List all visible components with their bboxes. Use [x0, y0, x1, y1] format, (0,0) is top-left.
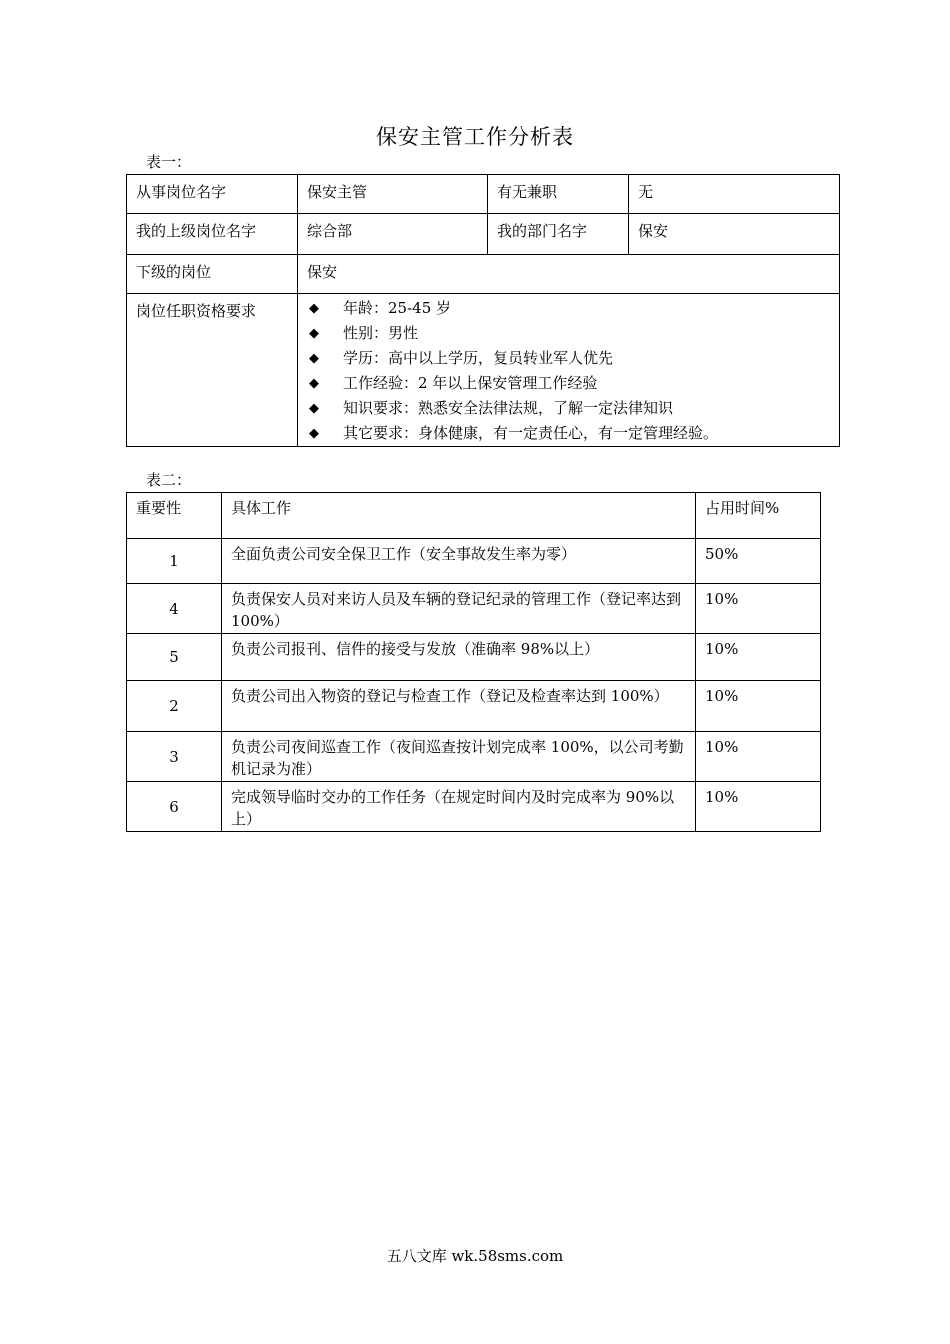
header-work: 具体工作 [222, 493, 696, 539]
time-cell: 10% [696, 634, 821, 681]
requirement-item: ◆ 工作经验：2 年以上保安管理工作经验 [307, 371, 831, 396]
work-cell: 完成领导临时交办的工作任务（在规定时间内及时完成率为 90%以上） [222, 782, 696, 832]
table-row [127, 634, 821, 681]
time-cell: 10% [696, 732, 821, 782]
time-cell: 10% [696, 782, 821, 832]
importance-cell: 1 [127, 539, 222, 584]
work-cell: 负责公司出入物资的登记与检查工作（登记及检查率达到 100%） [222, 681, 696, 732]
requirement-item: ◆ 年龄：25-45 岁 [307, 296, 831, 321]
work-content-table [126, 492, 821, 832]
footer-watermark: 五八文库 wk.58sms.com [386, 1247, 564, 1265]
page-title: 保安主管工作分析表 [376, 125, 574, 149]
requirement-item: ◆ 性别：男性 [307, 321, 831, 346]
department-value: 保安 [629, 214, 840, 255]
requirements-label: 岗位任职资格要求 [127, 294, 298, 447]
importance-cell: 4 [127, 584, 222, 634]
job-info-table [126, 174, 840, 447]
work-cell: 负责公司夜间巡查工作（夜间巡查按计划完成率 100%，以公司考勤机记录为准） [222, 732, 696, 782]
importance-cell: 2 [127, 681, 222, 732]
table-row [127, 584, 821, 634]
work-cell: 负责公司报刊、信件的接受与发放（准确率 98%以上） [222, 634, 696, 681]
table2-caption: 表二： [146, 471, 192, 489]
table-row [127, 681, 821, 732]
requirement-item: ◆ 其它要求：身体健康，有一定责任心，有一定管理经验。 [307, 421, 831, 446]
table-header-row [127, 493, 821, 539]
table-row [127, 539, 821, 584]
header-importance: 重要性 [127, 493, 222, 539]
superior-label: 我的上级岗位名字 [127, 214, 298, 255]
diamond-bullet-icon: ◆ [309, 426, 319, 441]
diamond-bullet-icon: ◆ [309, 351, 319, 366]
table-row [127, 294, 840, 447]
time-cell: 50% [696, 539, 821, 584]
work-cell: 全面负责公司安全保卫工作（安全事故发生率为零） [222, 539, 696, 584]
table-row [127, 175, 840, 214]
header-time: 占用时间% [696, 493, 821, 539]
position-name-value: 保安主管 [298, 175, 488, 214]
work-cell: 负责保安人员对来访人员及车辆的登记纪录的管理工作（登记率达到 100%） [222, 584, 696, 634]
table-row [127, 782, 821, 832]
importance-cell: 5 [127, 634, 222, 681]
diamond-bullet-icon: ◆ [309, 301, 319, 316]
time-cell: 10% [696, 681, 821, 732]
concurrent-label: 有无兼职 [488, 175, 629, 214]
requirements-list [298, 294, 840, 447]
superior-value: 综合部 [298, 214, 488, 255]
diamond-bullet-icon: ◆ [309, 376, 319, 391]
position-name-label: 从事岗位名字 [127, 175, 298, 214]
importance-cell: 6 [127, 782, 222, 832]
diamond-bullet-icon: ◆ [309, 401, 319, 416]
concurrent-value: 无 [629, 175, 840, 214]
time-cell: 10% [696, 584, 821, 634]
table-row [127, 255, 840, 294]
requirement-item: ◆ 学历：高中以上学历，复员转业军人优先 [307, 346, 831, 371]
diamond-bullet-icon: ◆ [309, 326, 319, 341]
table1-caption: 表一： [146, 153, 192, 171]
subordinate-label: 下级的岗位 [127, 255, 298, 294]
table-row [127, 214, 840, 255]
subordinate-value: 保安 [298, 255, 840, 294]
importance-cell: 3 [127, 732, 222, 782]
table-row [127, 732, 821, 782]
department-label: 我的部门名字 [488, 214, 629, 255]
requirement-item: ◆ 知识要求：熟悉安全法律法规，了解一定法律知识 [307, 396, 831, 421]
